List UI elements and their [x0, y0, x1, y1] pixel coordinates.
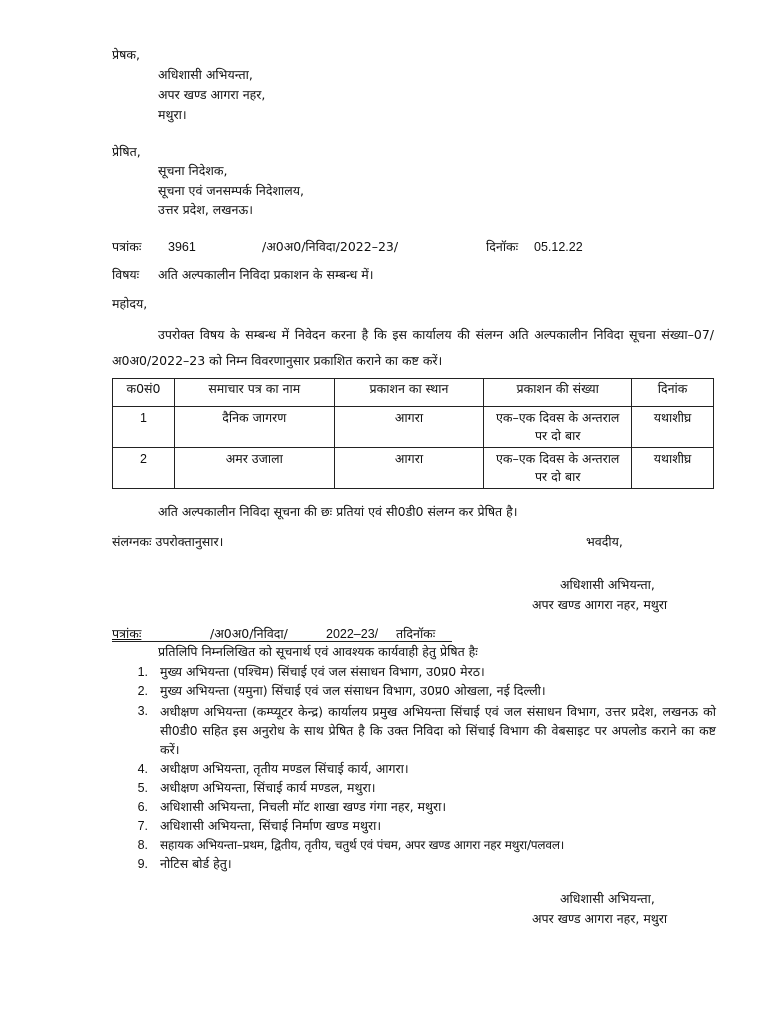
- list-item: [130, 682, 716, 700]
- signature-2-office: अपर खण्ड आगरा नहर, मथुरा: [532, 911, 668, 926]
- list-item: [130, 855, 716, 873]
- cell-newspaper: दैनिक जागरण: [174, 407, 334, 448]
- copy-intro: प्रतिलिपि निम्नलिखित को सूचनार्थ एवं आवश्यक कार्यवाही हेतु प्रेषित हैः: [158, 644, 478, 659]
- recipient-line-1: सूचना निदेशक,: [158, 163, 228, 178]
- cell-count: एक–एक दिवस के अन्तराल पर दो बार: [484, 448, 632, 489]
- header-count: प्रकाशन की संख्या: [484, 379, 632, 407]
- list-item: [130, 836, 716, 854]
- cell-place: आगरा: [334, 407, 484, 448]
- list-text: मुख्य अभियन्ता (यमुना) सिंचाई एवं जल संसाधन विभाग, उ0प्र0 ओखला, नई दिल्ली।: [160, 683, 546, 698]
- copy-ref-code: /अ0अ0/निविदा/: [210, 626, 288, 641]
- list-text: अधीक्षण अभियन्ता, सिंचाई कार्य मण्डल, मथुरा।: [160, 780, 376, 795]
- ref-label: पत्रांकः: [112, 239, 142, 254]
- list-number: 2.: [137, 684, 148, 698]
- cell-date: यथाशीघ्र: [632, 448, 714, 489]
- signature-1-designation: अधिशासी अभियन्ता,: [560, 577, 655, 592]
- list-item: [130, 760, 716, 778]
- ref-date-label: दिनॉकः: [486, 239, 519, 254]
- list-text: अधिशासी अभियन्ता, निचली मॉट शाखा खण्ड गंगा नहर, मथुरा।: [160, 799, 447, 814]
- cell-place: आगरा: [334, 448, 484, 489]
- enclosure-label: संलग्नकः उपरोक्तानुसार।: [112, 534, 224, 549]
- sender-line-3: मथुरा।: [158, 107, 187, 122]
- list-item: [130, 779, 716, 797]
- recipient-label: प्रेषित,: [112, 144, 141, 159]
- list-number: 3.: [137, 704, 148, 718]
- ref-code: /अ0अ0/निविदा/2022–23/: [262, 239, 399, 254]
- recipient-line-3: उत्तर प्रदेश, लखनऊ।: [158, 202, 253, 217]
- subject-text: अति अल्पकालीन निविदा प्रकाशन के सम्बन्ध में।: [158, 267, 374, 282]
- header-place: प्रकाशन का स्थान: [334, 379, 484, 407]
- copy-ref-underline: [112, 641, 452, 642]
- list-number: 6.: [137, 800, 148, 814]
- cell-serial: 2: [113, 448, 175, 489]
- header-serial: क0सं0: [113, 379, 175, 407]
- list-text: नोटिस बोर्ड हेतु।: [160, 856, 232, 871]
- list-number: 7.: [137, 819, 148, 833]
- list-text: मुख्य अभियन्ता (पश्चिम) सिंचाई एवं जल संसाधन विभाग, उ0प्र0 मेरठ।: [160, 664, 485, 679]
- table-row: [113, 407, 714, 448]
- table-header-row: [113, 379, 714, 407]
- body-paragraph: उपरोक्त विषय के सम्बन्ध में निवेदन करना है कि इस कार्यालय की संलग्न अति अल्पकालीन निविदा सूचना संख्या–07/अ0अ0/2022–23 को निम्न विवरणानुसार प्रकाशित कराने का कष्ट करें।: [112, 327, 714, 368]
- cell-newspaper: अमर उजाला: [174, 448, 334, 489]
- list-text: अधीक्षण अभियन्ता (कम्प्यूटर केन्द्र) कार्यालय प्रमुख अभियन्ता सिंचाई एवं जल संसाधन विभाग, उत्तर प्रदेश, लखनऊ को सी0डी0 सहित इस अनुरोध के साथ प्रेषित है कि उक्त निविदा को सिंचाई विभाग की वेबसाइट पर अपलोड कराने का कष्ट करें।: [160, 704, 716, 757]
- header-newspaper: समाचार पत्र का नाम: [174, 379, 334, 407]
- closing-text: भवदीय,: [586, 534, 623, 549]
- cell-serial: 1: [113, 407, 175, 448]
- recipient-line-2: सूचना एवं जनसम्पर्क निदेशालय,: [158, 183, 304, 198]
- copy-ref-date-label: तदिनॉकः: [396, 626, 436, 641]
- list-item: [130, 817, 716, 835]
- sender-label: प्रेषक,: [112, 47, 140, 62]
- salutation: महोदय,: [112, 296, 148, 311]
- list-text: अधिशासी अभियन्ता, सिंचाई निर्माण खण्ड मथुरा।: [160, 818, 382, 833]
- list-text: सहायक अभियन्ता–प्रथम, द्वितीय, तृतीय, चतुर्थ एवं पंचम, अपर खण्ड आगरा नहर मथुरा/पलवल।: [160, 838, 565, 852]
- list-number: 1.: [137, 665, 148, 679]
- ref-date: 05.12.22: [534, 240, 583, 254]
- sender-line-1: अधिशासी अभियन्ता,: [158, 67, 253, 82]
- copy-ref-year: 2022–23/: [326, 627, 379, 641]
- list-item: [130, 702, 716, 758]
- list-number: 5.: [137, 781, 148, 795]
- list-text: अधीक्षण अभियन्ता, तृतीय मण्डल सिंचाई कार्य, आगरा।: [160, 761, 409, 776]
- signature-1-office: अपर खण्ड आगरा नहर, मथुरा: [532, 597, 668, 612]
- enclosure-note: अति अल्पकालीन निविदा सूचना की छः प्रतियां एवं सी0डी0 संलग्न कर प्रेषित है।: [158, 504, 518, 519]
- signature-2-designation: अधिशासी अभियन्ता,: [560, 891, 655, 906]
- list-number: 4.: [137, 762, 148, 776]
- header-date: दिनांक: [632, 379, 714, 407]
- copy-ref-label: पत्रांकः: [112, 626, 142, 641]
- list-number: 9.: [137, 857, 148, 871]
- cell-count: एक–एक दिवस के अन्तराल पर दो बार: [484, 407, 632, 448]
- cell-date: यथाशीघ्र: [632, 407, 714, 448]
- list-item: [130, 663, 716, 681]
- list-number: 8.: [137, 838, 148, 852]
- publication-table: [112, 378, 714, 489]
- subject-label: विषयः: [112, 267, 140, 282]
- sender-line-2: अपर खण्ड आगरा नहर,: [158, 87, 266, 102]
- list-item: [130, 798, 716, 816]
- table-row: [113, 448, 714, 489]
- ref-number: 3961: [168, 240, 196, 254]
